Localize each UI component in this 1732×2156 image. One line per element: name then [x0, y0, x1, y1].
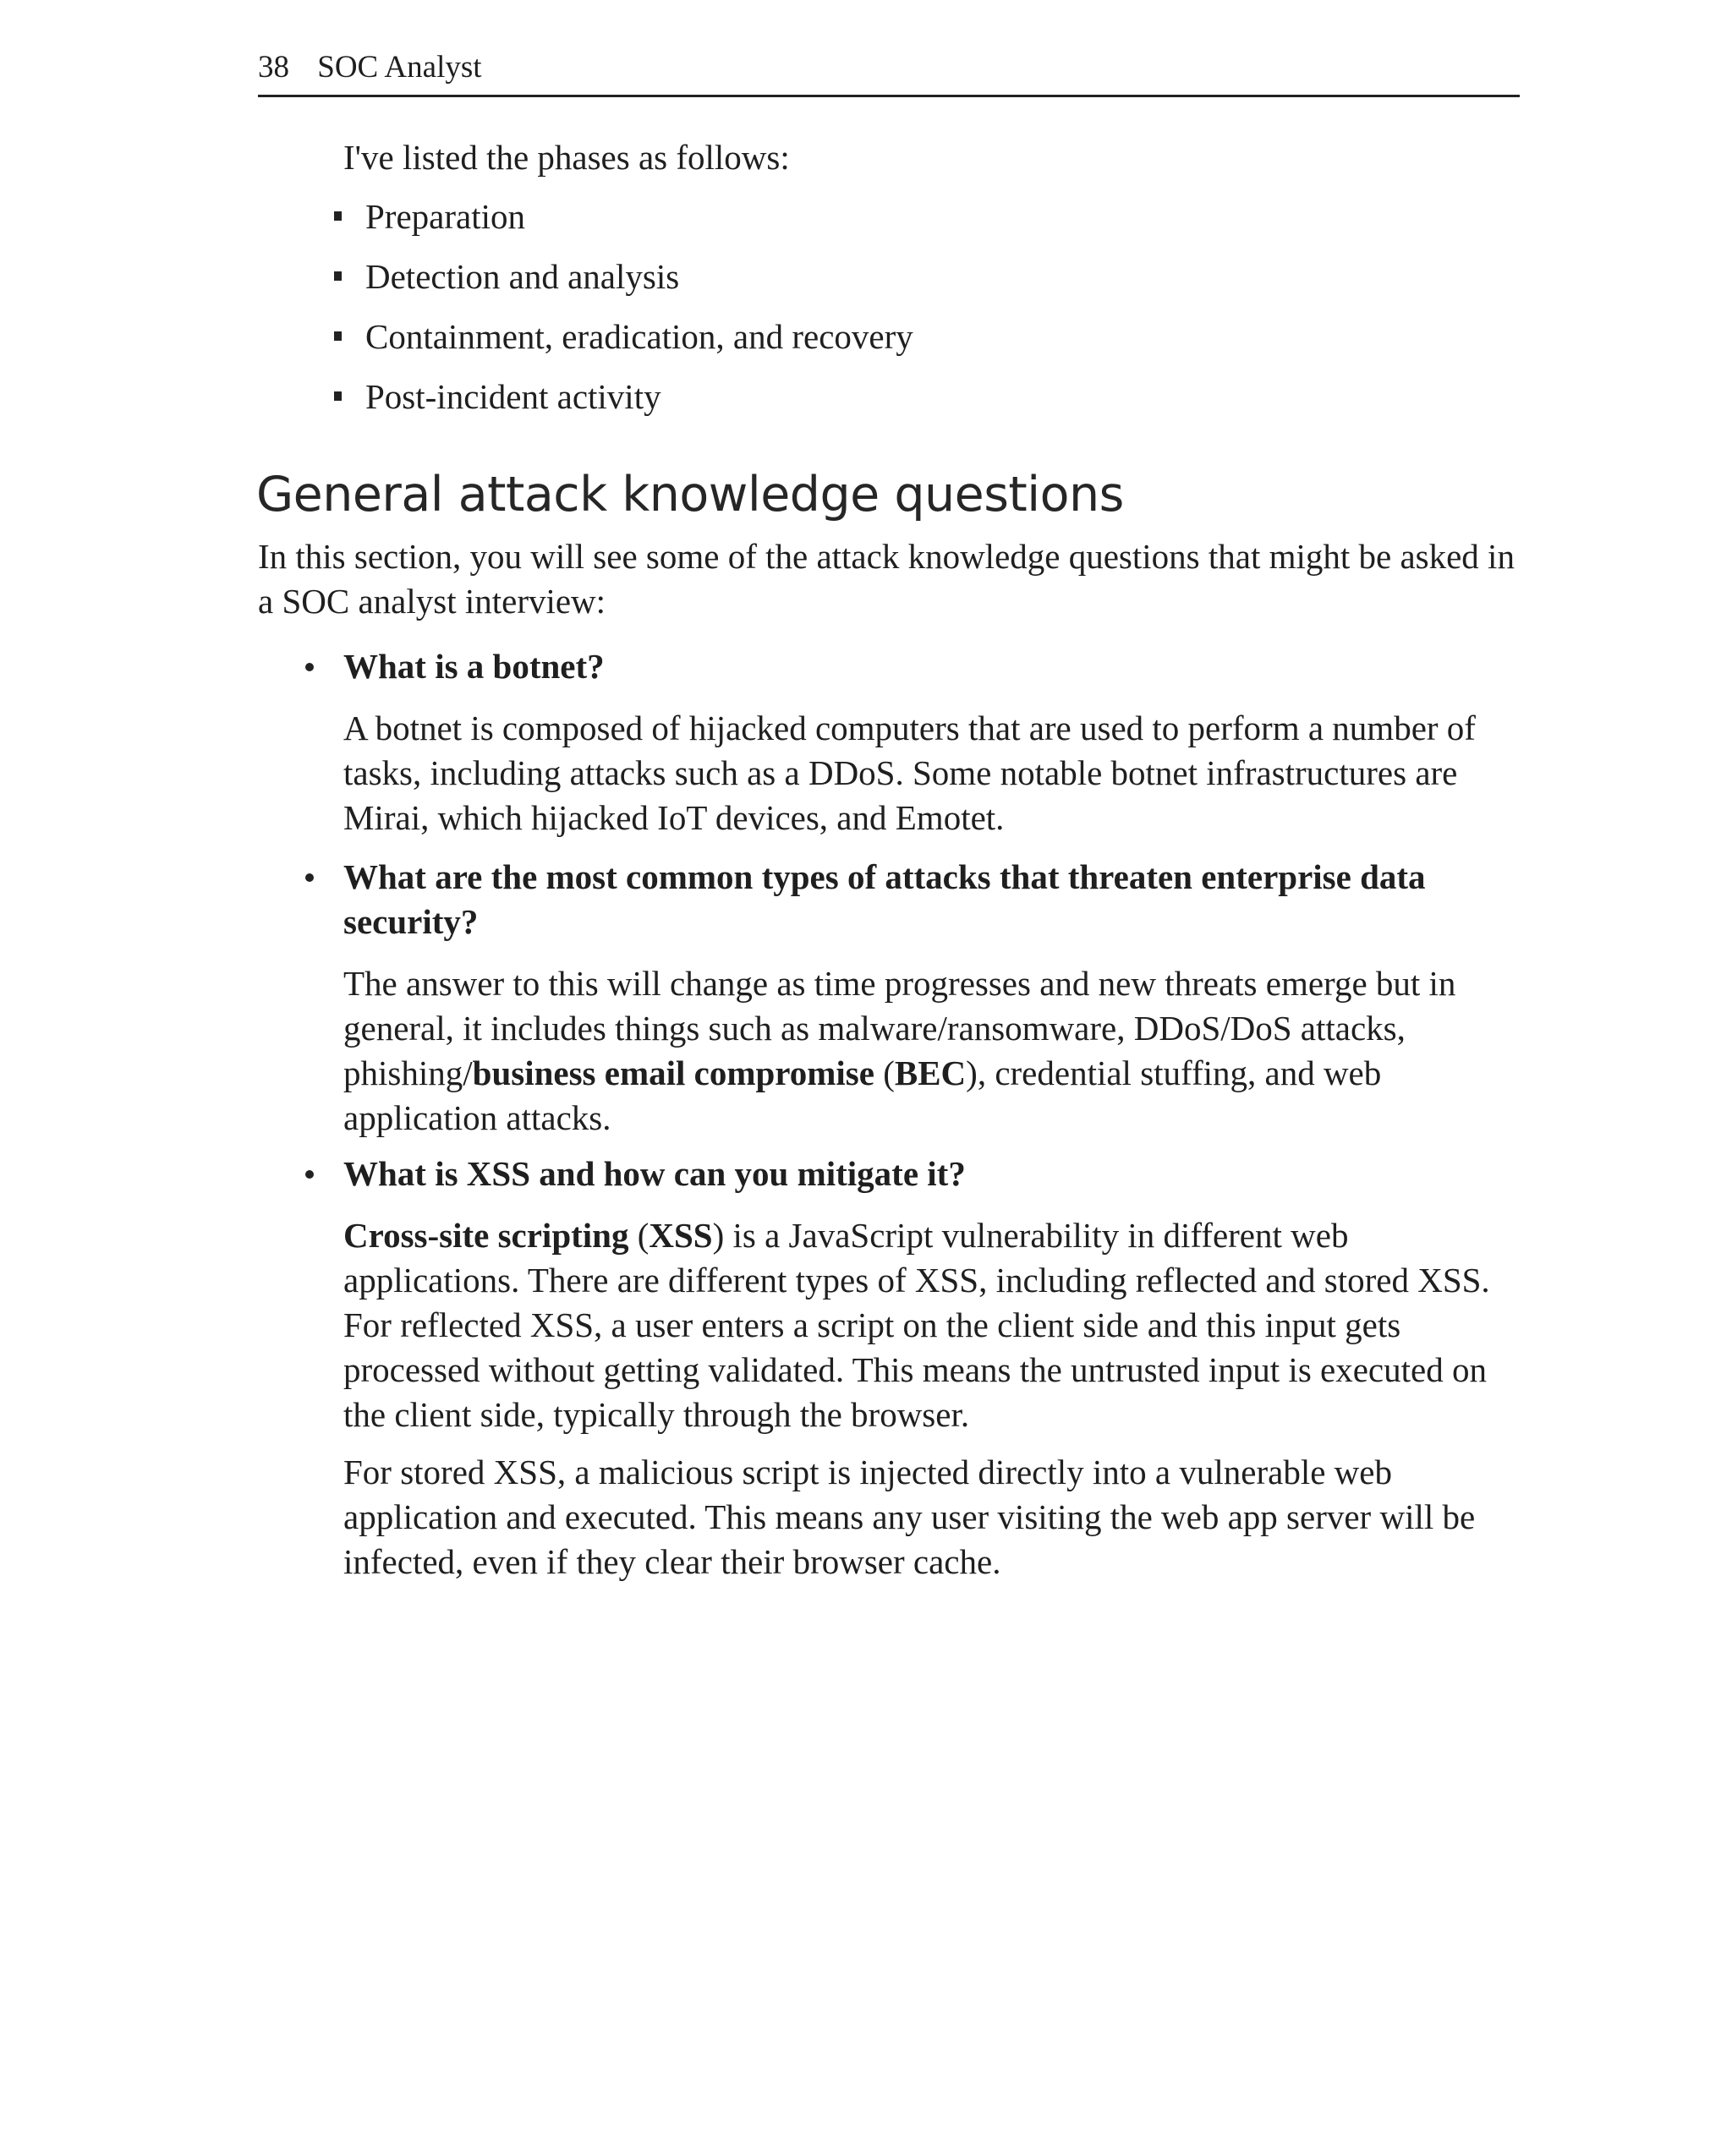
- bullet-icon: [305, 873, 314, 882]
- page-number: 38: [258, 50, 289, 85]
- book-title: SOC Analyst: [317, 50, 482, 85]
- square-bullet-icon: [334, 211, 342, 221]
- answer-continued: For stored XSS, a malicious script is injected directly into a vulnerable web application and executed. This means any user visiting the web app server will be infected, even if they clear their browser cache.: [343, 1453, 1476, 1581]
- bullet-icon: [305, 663, 314, 671]
- question: What is XSS and how can you mitigate it?: [343, 1152, 1527, 1196]
- phase-list: [334, 190, 913, 430]
- answer: The answer to this will change as time progresses and new threats emerge but in general, it includes things such as malware/ransomware, DDoS/DoS attacks, phishing/business email compromise (BEC), credential stuffing, and web application attacks.: [343, 964, 1456, 1137]
- question: What are the most common types of attacks that threaten enterprise data security?: [343, 855, 1527, 944]
- square-bullet-icon: [334, 271, 342, 281]
- square-bullet-icon: [334, 331, 342, 341]
- answer: Cross-site scripting (XSS) is a JavaScript vulnerability in different web applications. There are different types of XSS, including reflected and stored XSS. For reflected XSS, a user enters a script on the client side and this input gets processed without getting validated. This means the untrusted input is executed on the client side, typically through the browser.: [343, 1216, 1490, 1434]
- question: What is a botnet?: [343, 644, 1527, 689]
- qa-item-common-attacks: [343, 855, 1527, 1141]
- bullet-icon: [305, 1170, 314, 1179]
- square-bullet-icon: [334, 391, 342, 401]
- answer: A botnet is composed of hijacked computers that are used to perform a number of tasks, including attacks such as a DDoS. Some notable botnet infrastructures are Mirai, which hijacked IoT devices, and Emotet.: [343, 709, 1476, 837]
- list-item: Preparation: [334, 190, 913, 250]
- qa-item-xss: [343, 1152, 1527, 1584]
- running-header: [258, 44, 1520, 97]
- list-item: Containment, eradication, and recovery: [334, 310, 913, 370]
- section-heading: General attack knowledge questions: [256, 467, 1124, 523]
- list-item: Detection and analysis: [334, 250, 913, 310]
- qa-item-botnet: [343, 644, 1527, 840]
- section-intro: In this section, you will see some of the attack knowledge questions that might be asked in a SOC analyst interview:: [258, 537, 1515, 621]
- list-item: Post-incident activity: [334, 370, 913, 430]
- phases-intro: I've listed the phases as follows:: [343, 138, 790, 177]
